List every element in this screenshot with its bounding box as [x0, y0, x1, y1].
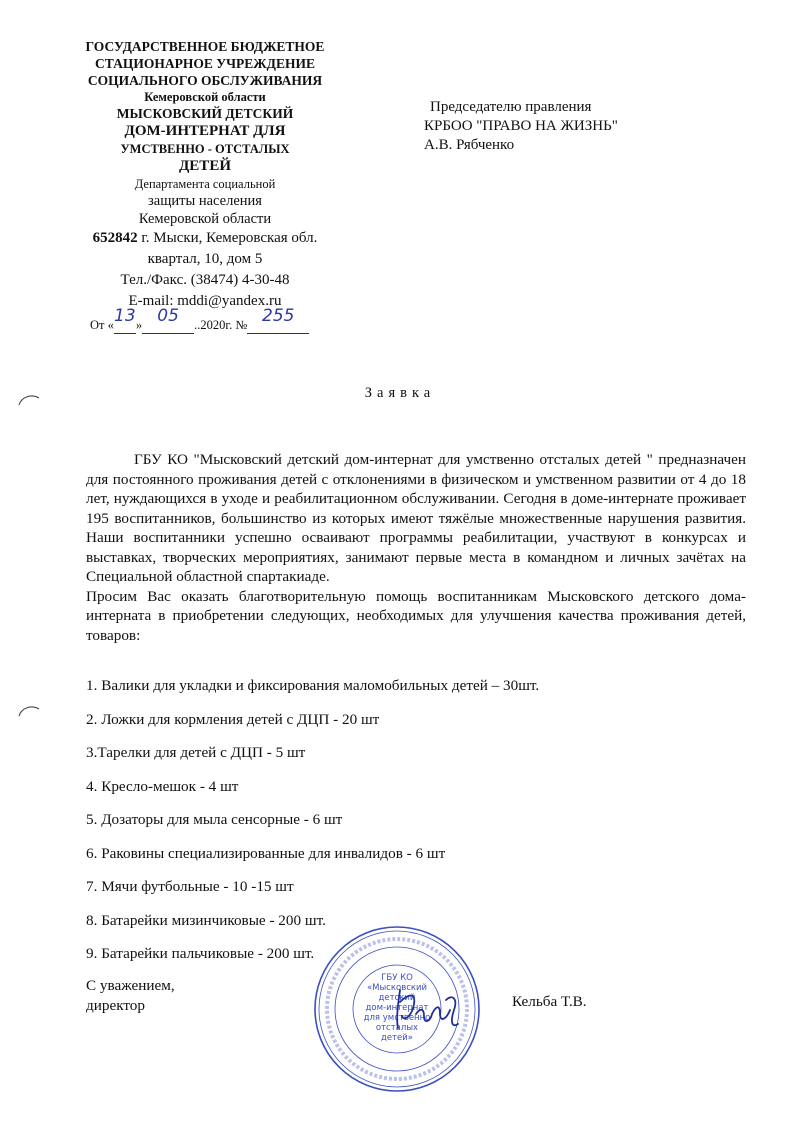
closing-line: директор [86, 997, 145, 1014]
stamp-text: «Мысковский [366, 983, 428, 993]
addressee-line: Председателю правления [430, 99, 592, 115]
letterhead-line: Департамента социальной [134, 177, 276, 191]
month-field [142, 306, 194, 334]
paragraph: ГБУ КО "Мысковский детский дом-интернат для умственно отсталых детей " предназначен для постоянного проживания детей с отклонениями в физическом и умственном развитии от 4 до 18 лет, нуждающихся в уходе и реабилитационном обслуживании. Сегодня в доме-интернате проживает 195 воспитанников, большинство из которых имеют тяжёлые множественные нарушения развития. Наши воспитанники успешно осваивают программы реабилитации, участвуют в конкурсах и выставках, творческих мероприятиях, занимают первые места в командном и личных зачётах на Специальной областной спартакиаде. [86, 451, 746, 585]
list-item: 1. Валики для укладки и фиксирования маломобильных детей – 30шт. [86, 677, 540, 694]
letterhead-line: УМСТВЕННО - ОТСТАЛЫХ [120, 142, 290, 156]
day-field [114, 306, 136, 334]
list-item: 7. Мячи футбольные - 10 -15 шт [86, 878, 294, 895]
list-item: 4. Кресло-мешок - 4 шт [86, 777, 239, 795]
list-item: 6. Раковины специализированные для инвалидов - 6 шт [86, 844, 446, 862]
stamp-text: для умственно [363, 1013, 431, 1023]
body-text [86, 450, 746, 645]
letterhead-line: ДЕТЕЙ [178, 158, 231, 174]
address-line: квартал, 10, дом 5 [147, 251, 263, 267]
closing-line: С уважением, [86, 977, 175, 994]
official-stamp [312, 924, 482, 1094]
letterhead [60, 38, 350, 312]
stamp-text: отсталых [375, 1023, 419, 1033]
document-title: Заявка [364, 385, 436, 401]
addressee-line: А.В. Рябченко [424, 137, 515, 153]
stamp-text: ГБУ КО [381, 973, 413, 983]
list-item: 9. Батарейки пальчиковые - 200 шт. [86, 945, 315, 962]
list-item: 2. Ложки для кормления детей с ДЦП - 20 шт [86, 710, 380, 728]
handwritten-day: 13 [114, 306, 136, 326]
stamp-text: дом-интернат [365, 1003, 429, 1013]
address-line [60, 228, 350, 249]
address-text: г. Мыски, Кемеровская обл. [137, 230, 318, 246]
email-line: E-mail: mddi@yandex.ru [128, 293, 282, 309]
letterhead-line: МЫСКОВСКИЙ ДЕТСКИЙ [116, 106, 294, 121]
outgoing-reference: От « 13 » 05 ..2020г. № 255 [90, 318, 350, 334]
letterhead-line: защиты населения [148, 193, 262, 209]
letterhead-line: ГОСУДАРСТВЕННОЕ БЮДЖЕТНОЕ [85, 39, 325, 54]
stamp-text: детский [378, 993, 416, 1003]
phone-line: Тел./Факс. (38474) 4-30-48 [120, 272, 290, 288]
list-item: 8. Батарейки мизинчиковые - 200 шт. [86, 911, 326, 929]
outgoing-year: 2020г. № [200, 318, 248, 332]
list-item: 5. Дозаторы для мыла сенсорные - 6 шт [86, 811, 343, 828]
postcode: 652842 [92, 230, 138, 246]
handwritten-month: 05 [157, 306, 179, 326]
letterhead-line: Кемеровской области [138, 211, 272, 227]
addressee-block [424, 98, 618, 155]
list-item: 3.Тарелки для детей с ДЦП - 5 шт [86, 744, 306, 761]
closing-block [86, 976, 175, 1016]
letterhead-line: СТАЦИОНАРНОЕ УЧРЕЖДЕНИЕ [95, 56, 315, 71]
signer-name: Кельба Т.В. [512, 993, 587, 1010]
letterhead-line: ДОМ-ИНТЕРНАТ ДЛЯ [124, 123, 286, 139]
outgoing-prefix: От « [90, 318, 114, 332]
handwritten-number: 255 [262, 306, 295, 326]
outgoing-sep: » [135, 318, 143, 332]
letterhead-line: Кемеровской области [144, 90, 266, 104]
number-field [247, 306, 309, 334]
addressee-line: КРБОО "ПРАВО НА ЖИЗНЬ" [424, 118, 618, 134]
paragraph: Просим Вас оказать благотворительную помощь воспитанникам Мысковского детского дома-интерната в приобретении следующих, необходимых для улучшения качества проживания детей, товаров: [86, 587, 746, 644]
stamp-text: детей» [380, 1033, 414, 1043]
letterhead-line: СОЦИАЛЬНОГО ОБСЛУЖИВАНИЯ [87, 73, 323, 88]
scan-mark-icon [18, 703, 40, 717]
